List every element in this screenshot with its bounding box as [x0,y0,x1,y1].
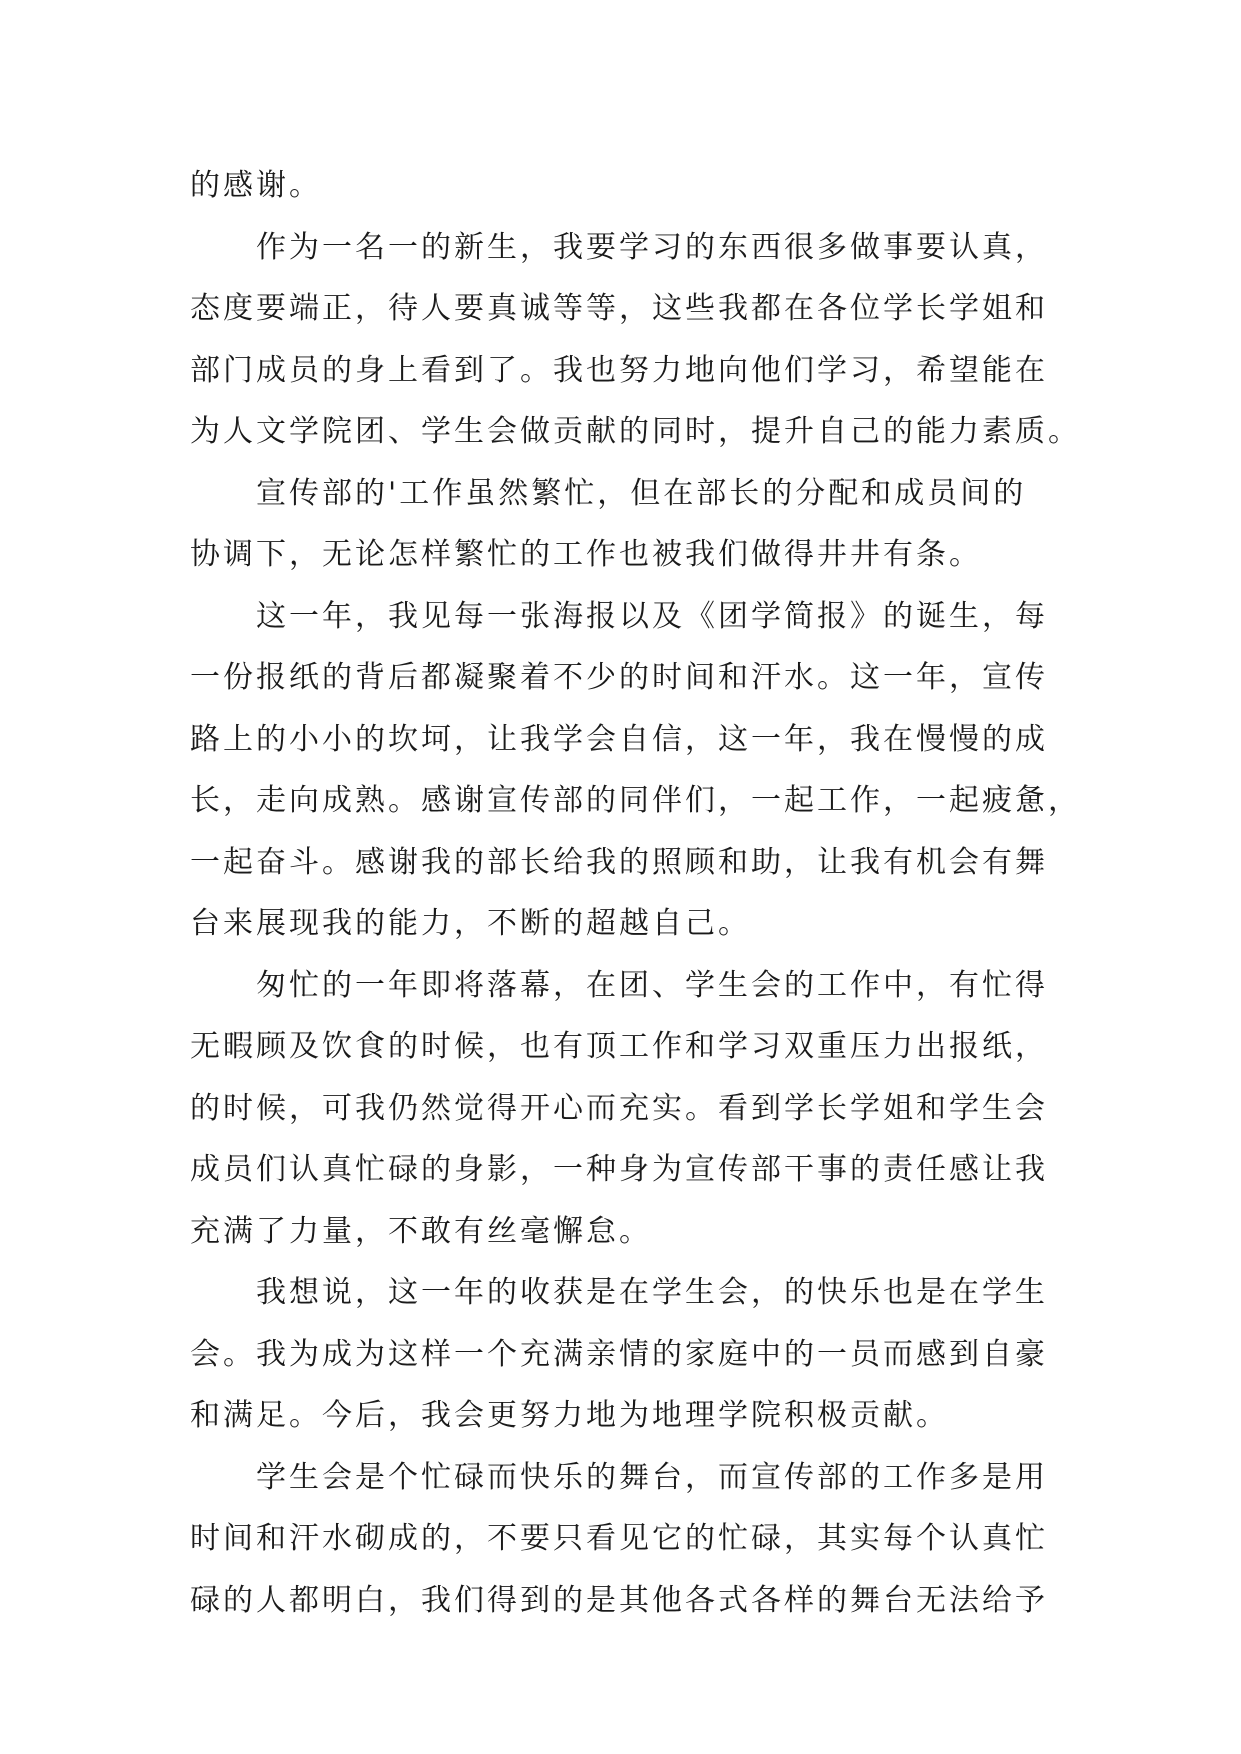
text-line: 协调下，无论怎样繁忙的工作也被我们做得井井有条。 [190,537,982,572]
text-line: 匆忙的一年即将落幕，在团、学生会的工作中，有忙得 [256,967,1048,1003]
text-line: 态度要端正，待人要真诚等等，这些我都在各位学长学姐和 [190,291,1048,326]
text-line: 为人文学院团、学生会做贡献的同时，提升自己的能力素质。 [190,414,1081,449]
text-line: 会。我为成为这样一个充满亲情的家庭中的一员而感到自豪 [190,1336,1048,1372]
text-line: 充满了力量，不敢有丝毫懈怠。 [190,1213,652,1249]
text-line: 学生会是个忙碌而快乐的舞台，而宣传部的工作多是用 [256,1459,1048,1495]
text-line: 部门成员的身上看到了。我也努力地向他们学习，希望能在 [190,352,1048,388]
text-line: 宣传部的'工作虽然繁忙，但在部长的分配和成员间的 [256,475,1027,511]
text-line: 无暇顾及饮食的时候，也有顶工作和学习双重压力出报纸， [190,1029,1048,1064]
text-line: 碌的人都明白，我们得到的是其他各式各样的舞台无法给予 [190,1582,1048,1618]
text-line: 长，走向成熟。感谢宣传部的同伴们，一起工作，一起疲惫， [190,783,1081,818]
text-line: 台来展现我的能力，不断的超越自己。 [190,906,751,941]
text-line: 时间和汗水砌成的，不要只看见它的忙碌，其实每个认真忙 [190,1521,1048,1556]
text-line: 路上的小小的坎坷，让我学会自信，这一年，我在慢慢的成 [190,721,1048,757]
text-line: 成员们认真忙碌的身影，一种身为宣传部干事的责任感让我 [190,1152,1048,1187]
text-line: 一起奋斗。感谢我的部长给我的照顾和助，让我有机会有舞 [190,844,1048,880]
text-line: 一份报纸的背后都凝聚着不少的时间和汗水。这一年，宣传 [190,660,1048,695]
text-line: 和满足。今后，我会更努力地为地理学院积极贡献。 [190,1398,949,1433]
text-line: 的时候，可我仍然觉得开心而充实。看到学长学姐和学生会 [190,1090,1048,1126]
document-body [190,155,1081,1631]
text-line: 我想说，这一年的收获是在学生会，的快乐也是在学生 [256,1275,1048,1310]
text-line: 作为一名一的新生，我要学习的东西很多做事要认真， [256,229,1048,265]
text-line: 的感谢。 [190,168,322,203]
text-line: 这一年，我见每一张海报以及《团学简报》的诞生，每 [256,598,1048,634]
